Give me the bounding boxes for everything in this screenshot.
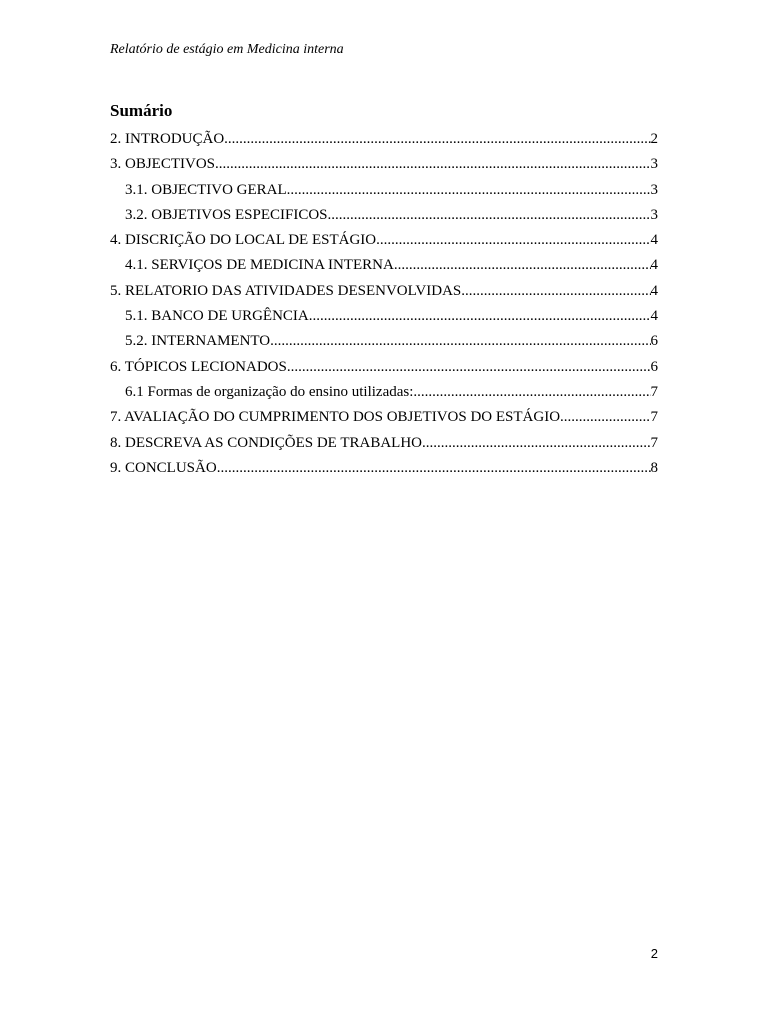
page-number: 2 [650,946,658,961]
toc-entry-formas-de-organizacao[interactable] [110,382,658,407]
toc-entry-relatorio-atividades[interactable] [110,281,658,306]
dot-leader [224,129,650,149]
toc-entry-page: 6 [650,358,658,375]
toc-entry-internamento[interactable] [110,331,658,356]
dot-leader [328,205,651,225]
toc-entry-label: 6. TÓPICOS LECIONADOS [110,358,287,375]
toc-entry-page: 3 [650,206,658,223]
dot-leader [309,306,651,326]
dot-leader [287,357,651,377]
dot-leader [217,458,651,478]
table-of-contents [110,129,658,483]
toc-entry-page: 3 [650,156,658,173]
toc-title: Sumário [110,101,173,120]
toc-entry-introducao[interactable] [110,129,658,154]
toc-entry-label: 4. DISCRIÇÃO DO LOCAL DE ESTÁGIO [110,232,377,249]
dot-leader [413,382,650,402]
toc-entry-page: 4 [650,308,658,325]
dot-leader [215,154,650,174]
toc-entry-avaliacao-objetivos[interactable] [110,407,658,432]
dot-leader [270,331,650,351]
toc-entry-label: 6.1 Formas de organização do ensino utilizadas: [125,383,414,400]
running-header: Relatório de estágio em Medicina interna [110,42,344,57]
toc-entry-conclusao[interactable] [110,458,658,483]
toc-entry-objectivos[interactable] [110,154,658,179]
toc-entry-condicoes-de-trabalho[interactable] [110,433,658,458]
toc-entry-servicos-medicina-interna[interactable] [110,255,658,280]
toc-entry-objectivo-geral[interactable] [110,180,658,205]
toc-entry-label: 3.1. OBJECTIVO GERAL [125,181,287,198]
toc-entry-banco-de-urgencia[interactable] [110,306,658,331]
toc-entry-label: 3.2. OBJETIVOS ESPECIFICOS [125,206,328,223]
toc-entry-label: 7. AVALIAÇÃO DO CUMPRIMENTO DOS OBJETIVOS DO ESTÁGIO [110,409,561,426]
toc-entry-page: 2 [650,131,658,147]
toc-entry-topicos-lecionados[interactable] [110,357,658,382]
toc-entry-label: 5. RELATORIO DAS ATIVIDADES DESENVOLVIDAS [110,282,462,299]
dot-leader [394,255,651,275]
toc-entry-label: 3. OBJECTIVOS [110,156,216,173]
toc-entry-page: 7 [650,434,658,451]
toc-entry-page: 4 [650,232,658,249]
toc-entry-label: 9. CONCLUSÃO [110,459,217,476]
toc-entry-label: 5.2. INTERNAMENTO [125,333,271,350]
dot-leader [560,407,650,427]
toc-entry-page: 3 [650,181,658,198]
dot-leader [422,433,651,453]
toc-entry-local-de-estagio[interactable] [110,230,658,255]
toc-entry-label: 5.1. BANCO DE URGÊNCIA [125,308,309,325]
dot-leader [287,180,651,200]
toc-entry-page: 6 [650,333,658,350]
toc-entry-page: 8 [650,459,658,476]
toc-entry-page: 7 [650,409,658,426]
toc-entry-label: 2. INTRODUÇÃO [110,131,225,147]
toc-entry-label: 4.1. SERVIÇOS DE MEDICINA INTERNA [125,257,394,274]
toc-entry-page: 4 [650,257,658,274]
dot-leader [376,230,650,250]
dot-leader [461,281,650,301]
toc-entry-page: 7 [650,383,658,400]
toc-entry-objetivos-especificos[interactable] [110,205,658,230]
toc-entry-page: 4 [650,282,658,299]
toc-entry-label: 8. DESCREVA AS CONDIÇÕES DE TRABALHO [110,434,422,451]
